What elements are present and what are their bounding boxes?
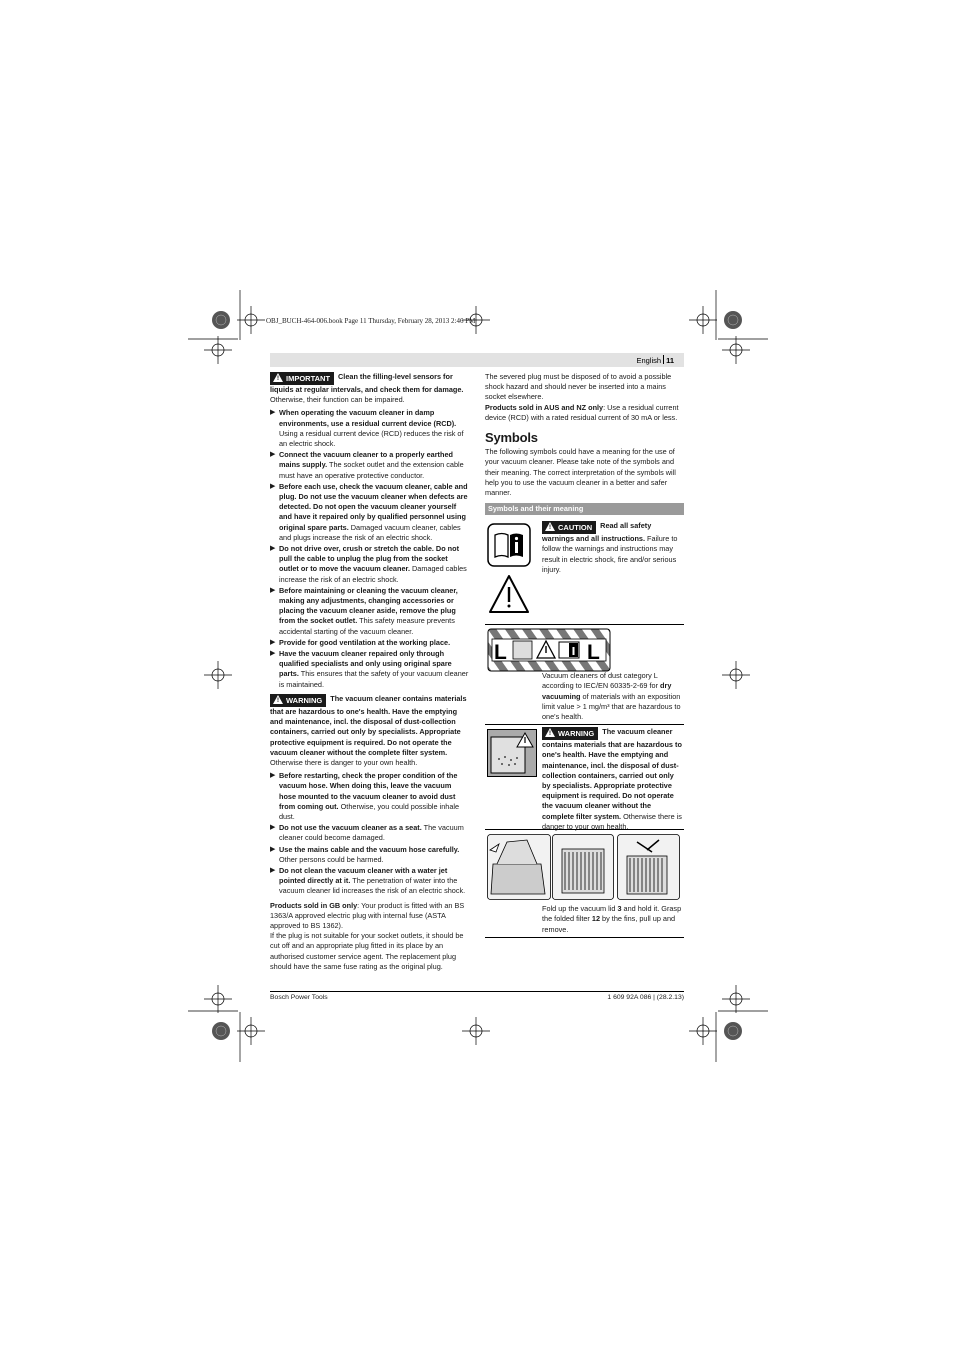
read-manual-icon xyxy=(487,523,531,567)
bullet-item xyxy=(270,544,469,585)
bullet-arrow-icon: ▶ xyxy=(270,409,276,417)
bullet-item xyxy=(270,649,469,690)
gb-notice: Products sold in GB only: Your product is fitted with an BS 1363/A approved electric plug with internal fuse (ASTA approved to BS 1362). xyxy=(270,900,465,930)
page-number: 11 xyxy=(666,356,674,365)
symbol-row-caution: !CAUTION Read all safety warnings and all instructions. Failure to follow the warnings and instructions may result in electric shock, fire and/or serious injury. xyxy=(485,515,684,625)
bullet-text: Other persons could be harmed. xyxy=(279,854,384,864)
dust-class-l-label-icon xyxy=(487,628,611,672)
warning-notice: !WARNING The vacuum cleaner contains materials that are hazardous to one's health. Have the emptying and maintenance, incl. the disposal of dust-collection containers, carried out only by specialists. Appropriate protective equipment is required. Do not operate the vacuum cleaner without the complete filter system. Otherwise there is danger to your own health. xyxy=(270,694,469,768)
dust-class-letter-left: L xyxy=(494,641,507,665)
bullet-bold-text: Do not use the vacuum cleaner as a seat. xyxy=(279,823,422,833)
warning-triangle-icon xyxy=(545,522,555,531)
symbols-intro: The following symbols could have a meaning for the use of your vacuum cleaner. Please take note of the symbols and their meaning. The correct interpretation of the symbols will help you to use the vacuum cleaner in a better and safer manner. xyxy=(485,447,676,498)
bullet-text: The vacuum cleaner could become damaged. xyxy=(279,823,464,843)
hazardous-dust-icon xyxy=(487,729,537,777)
important-badge: !IMPORTANT xyxy=(270,372,334,385)
symbol-row-filter-removal: Fold up the vacuum lid 3 and hold it. Grasp the folded filter 12 by the fins, pull up and remove. xyxy=(485,830,684,938)
bullet-text: Damaged cables increase the risk of an electric shock. xyxy=(279,564,467,584)
bullet-text: This ensures that the safety of your vacuum cleaner is maintained. xyxy=(279,669,469,689)
bullet-bold-text: When operating the vacuum cleaner in damp environments, use a residual current device (RCD). xyxy=(279,408,457,428)
bullet-arrow-icon: ▶ xyxy=(270,586,276,594)
bullet-text: Using a residual current device (RCD) reduces the risk of an electric shock. xyxy=(279,428,464,449)
safety-bullet-list-2 xyxy=(270,771,469,896)
bullet-item xyxy=(270,586,469,637)
bullet-text: Otherwise, you could possible inhale dust. xyxy=(279,801,460,821)
bullet-text: The penetration of water into the vacuum cleaner lid increases the risk of an electric shock. xyxy=(279,876,466,896)
bullet-item xyxy=(270,450,469,481)
bullet-arrow-icon: ▶ xyxy=(270,638,276,646)
bullet-bold-text: Before each use, check the vacuum cleaner, cable and plug. Do not use the vacuum cleaner when defects are detected. Do not open the vacuum cleaner yourself and have it repaired only by qualified personnel using original spare parts. xyxy=(279,481,468,532)
footer-brand: Bosch Power Tools xyxy=(270,994,328,1001)
bullet-bold-text: Use the mains cable and the vacuum hose carefully. xyxy=(279,844,460,854)
bullet-arrow-icon: ▶ xyxy=(270,545,276,553)
warning-badge: !WARNING xyxy=(542,727,598,740)
warning-triangle-icon xyxy=(273,695,283,704)
bullet-arrow-icon: ▶ xyxy=(270,650,276,658)
symbol-row-dust-class-l: L L Vacuum cleaners of dust category L according to IEC/EN 60335-2-69 for dry vacuuming of materials with an exposition limit value > 1 mg/m³ that are hazardous to one's health. xyxy=(485,625,684,725)
left-column xyxy=(270,372,469,972)
print-slug: OBJ_BUCH-464-006.book Page 11 Thursday, February 28, 2013 2:46 PM xyxy=(266,317,476,325)
bullet-bold-text: Do not drive over, crush or stretch the cable. Do not pull the cable to unplug the plug from the socket outlet or to move the vacuum cleaner. xyxy=(279,544,460,574)
gb-plug-notice: If the plug is not suitable for your socket outlets, it should be cut off and an appropriate plug fitted in its place by an authorised customer service agent. The replacement plug should have the same fuse rating as the original plug. xyxy=(270,931,464,971)
bullet-arrow-icon: ▶ xyxy=(270,824,276,832)
filter-removal-illustrations xyxy=(487,834,681,900)
bullet-text: The socket outlet and the extension cable must have an operative protective conductor. xyxy=(279,460,464,480)
bullet-arrow-icon: ▶ xyxy=(270,866,276,874)
bullet-bold-text: Have the vacuum cleaner repaired only through qualified specialists and only using original spare parts. xyxy=(279,649,452,679)
symbols-table-header: Symbols and their meaning xyxy=(485,503,684,515)
bullet-bold-text: Provide for good ventilation at the working place. xyxy=(279,637,451,647)
bullet-item xyxy=(270,823,469,843)
bullet-item xyxy=(270,482,469,543)
bullet-item xyxy=(270,845,469,865)
caution-badge: !CAUTION xyxy=(542,521,596,534)
warning-badge: !WARNING xyxy=(270,694,326,707)
dust-class-letter-right: L xyxy=(587,641,600,665)
header-language: English xyxy=(636,356,662,365)
bullet-item xyxy=(270,638,469,648)
symbol-row-warning-hazard: !WARNING The vacuum cleaner contains materials that are hazardous to one's health. Have the emptying and maintenance, incl. the disposal of dust-collection containers, carried out only by specialists. Appropriate protective equipment is required. Do not operate the vacuum cleaner without the complete filter system. Otherwise there is danger to your own health. xyxy=(485,725,684,830)
safety-bullet-list xyxy=(270,408,469,689)
bullet-arrow-icon: ▶ xyxy=(270,451,276,459)
bullet-arrow-icon: ▶ xyxy=(270,482,276,490)
bullet-text: This safety measure prevents accidental starting of the vacuum cleaner. xyxy=(279,616,455,636)
bullet-arrow-icon: ▶ xyxy=(270,772,276,780)
page-header-bar xyxy=(270,353,684,367)
bullet-bold-text: Connect the vacuum cleaner to a properly earthed mains supply. xyxy=(279,450,453,470)
aus-notice: Products sold in AUS and NZ only: Use a residual current device (RCD) with a rated residual current of 30 mA or less. xyxy=(485,402,679,422)
warning-triangle-icon xyxy=(273,373,283,382)
important-notice: !IMPORTANT Clean the filling-level sensors for liquids at regular intervals, and check them for damage. Otherwise, their function can be impaired. xyxy=(270,372,469,405)
bullet-bold-text: Before maintaining or cleaning the vacuum cleaner, making any adjustments, changing accessories or placing the vacuum cleaner aside, remove the plug from the socket outlet. xyxy=(279,585,458,626)
section-heading-symbols: Symbols xyxy=(485,430,538,446)
page-header xyxy=(636,355,674,365)
bullet-item xyxy=(270,771,469,822)
bullet-item xyxy=(270,866,469,897)
bullet-arrow-icon: ▶ xyxy=(270,845,276,853)
right-column xyxy=(485,372,684,938)
bullet-bold-text: Do not clean the vacuum cleaner with a water jet pointed directly at it. xyxy=(279,865,448,886)
bullet-item xyxy=(270,408,469,449)
bullet-text: Damaged vacuum cleaner, cables and plugs increase the risk of an electric shock. xyxy=(279,522,461,542)
warning-triangle-icon xyxy=(487,573,531,615)
warning-triangle-icon xyxy=(545,728,555,737)
footer-docnumber: 1 609 92A 086 | (28.2.13) xyxy=(607,994,684,1001)
severed-plug-text: The severed plug must be disposed of to avoid a possible shock hazard and should never be inserted into a mains socket elsewhere. xyxy=(485,372,672,402)
footer-rule xyxy=(270,991,684,992)
bullet-bold-text: Before restarting, check the proper condition of the vacuum hose. When doing this, leave the vacuum hose mounted to the vacuum cleaner to avoid dust from coming out. xyxy=(279,771,458,811)
